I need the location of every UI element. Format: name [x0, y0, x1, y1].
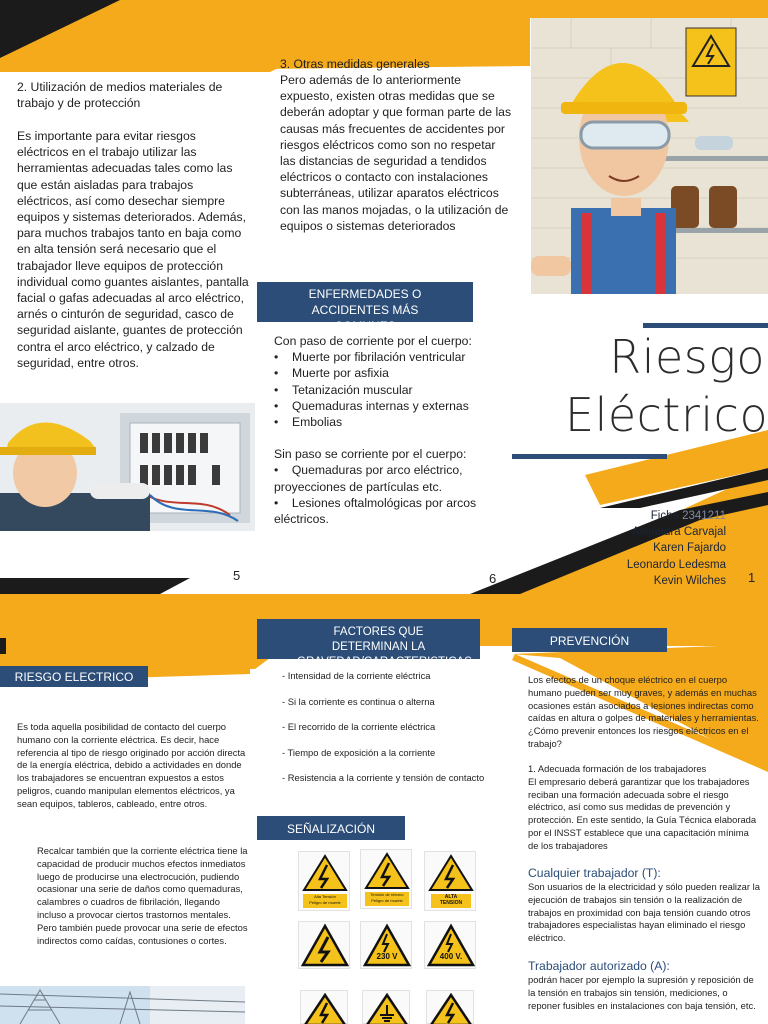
riesgo-electrico-title: RIESGO ELECTRICO — [0, 666, 148, 687]
cover-title — [565, 330, 768, 442]
prevencion-text: El empresario deberá garantizar que los trabajadores reciban una formación adecuada sobre el riesgo eléctrico, así como sus medidas de prevención y protección. En este sentido, la Guía Técnica elaborada por el INSST establece que una capacitación mínima de los trabajadores — [528, 775, 757, 851]
author-name: Karen Fajardo — [653, 542, 726, 555]
list-item: • Tetanización muscular — [274, 382, 514, 398]
warning-sign-return-voltage — [360, 849, 412, 909]
col1-paragraph: Es importante para evitar riesgos eléctricos en el trabajo utilizar las herramientas adecuadas tales como las que están aisladas para trabajos eléctricos, así como desechar siempre equipos y sistemas deteriorados. Además, para muchos trabajos tanto en baja como en alta tensión será necesario que el trabajador lleve equipos de protección individual como guantes aislantes, pantalla facial o gafas adecuadas al arco eléctrico, arnés o cinturón de seguridad, casco de seguridad aislante, guantes de protección contra el arco eléctrico, y calzado de seguridad, entre otros. — [17, 129, 249, 370]
warning-sign-ground — [362, 990, 410, 1024]
riesgo-paragraph-1: Es toda aquella posibilidad de contacto del cuerpo humano con la corriente eléctrica. Es decir, hace referencia al tipo de riesgo originado por acción directa de la energía eléctrica, debido a actividades en donde los trabajadores se encuentran expuestos a estos peligros, cuando manipulan elementos eléctricos, ya sean equipos, tableros, cableado, entre otros. — [17, 721, 246, 809]
trabajador-autorizado-text: podrán hacer por ejemplo la supresión y reposición de la tensión en trabajos sin tensión, mediciones, o reponer fusibles en instalaciones con baja tensión, etc. — [528, 974, 756, 1011]
con-paso-list — [274, 349, 514, 430]
enfermedades-list — [274, 333, 514, 527]
page-number-1: 1 — [748, 570, 756, 585]
power-lines-photo — [0, 986, 245, 1024]
warning-sign-400v — [424, 921, 476, 969]
list-item: - Si la corriente es continua o alterna — [282, 695, 435, 707]
prevencion-subheading: 1. Adecuada formación de los trabajadores — [528, 763, 707, 774]
enfermedades-title: ENFERMEDADES O ACCIDENTES MÁS COMUNES — [257, 282, 473, 322]
author-name: Alejandra Carvajal — [632, 526, 726, 539]
page-number-5: 5 — [233, 568, 241, 583]
electrician-panel-photo — [0, 403, 255, 531]
warning-sign-lightning-small — [300, 990, 348, 1024]
sign-voltage-label: 400 V. — [439, 952, 463, 961]
sign-caption: Alta Tensión Peligro de muerte — [309, 894, 341, 905]
list-item: • Muerte por fibrilación ventricular — [274, 349, 514, 365]
ficha-line: Ficha 2341211 — [650, 510, 726, 522]
senalizacion-title: SEÑALIZACIÓN — [257, 816, 405, 840]
trabajador-autorizado-title: Trabajador autorizado (A): — [528, 959, 670, 973]
warning-sign-high-voltage — [298, 851, 350, 911]
sin-paso-intro: Sin paso se corriente por el cuerpo: — [274, 447, 467, 462]
sin-paso-item-1: • Quemaduras por arco eléctrico, proyecciones de partículas etc. — [274, 463, 463, 494]
sign-voltage-label: 230 V — [376, 952, 398, 961]
cualquier-trabajador-title: Cualquier trabajador (T): — [528, 866, 661, 880]
list-item: • Muerte por asfixia — [274, 365, 514, 381]
factores-list — [282, 670, 512, 798]
warning-sign-lightning-small-2 — [426, 990, 474, 1024]
factores-title: FACTORES QUE DETERMINAN LA GRAVEDAD/CARACTERISTICAS — [257, 619, 480, 659]
cover-title-line1: Riesgo — [609, 330, 765, 384]
warning-sign-lightning — [298, 921, 350, 969]
prevencion-paragraph-2 — [528, 763, 760, 853]
col2-paragraph: Pero además de lo anteriormente expuesto, existen otras medidas que se deberán adoptar y que forman parte de las causas más frecuentes de accidentes por riesgos eléctricos como son no respetar las distancias de seguridad a tendidos eléctricos o contacto con instalaciones subterráneas, utilizar aparatos eléctricos con las manos mojadas, o la utilización de equipos o sistemas deteriorados — [280, 73, 512, 233]
author-name: Leonardo Ledesma — [626, 558, 726, 571]
page-number-6: 6 — [489, 571, 497, 586]
prevencion-paragraph-1: Los efectos de un choque eléctrico en el cuerpo humano pueden ser muy graves, y además en muchas ocasiones están asociados a lesiones indirectas como caídas en altura o golpes de materiales y herramientas. ¿Cómo prevenir entonces los riesgos eléctricos en el trabajo? — [528, 674, 759, 749]
author-name: Kevin Wilches — [653, 574, 726, 587]
warning-sign-alta-tension — [424, 851, 476, 911]
authors-block — [560, 508, 726, 589]
list-item: - Tiempo de exposición a la corriente — [282, 746, 436, 758]
list-item: - Intensidad de la corriente eléctrica — [282, 670, 431, 681]
sign-caption: Tensión de retorno Peligro de muerte — [370, 892, 404, 903]
list-item: - Resistencia a la corriente y tensión de contacto — [282, 772, 485, 783]
warning-sign-230v — [360, 921, 412, 969]
cualquier-trabajador-text: Son usuarios de la electricidad y sólo pueden realizar la ejecución de trabajos sin tensión o la realización de trabajos en proximidad con baja tensión cuando otros trabajadores especialistas hayan eliminado el riesgo eléctrico. — [528, 881, 760, 944]
col2-heading: 3. Otras medidas generales — [280, 57, 430, 71]
sign-caption: ALTA TENSION — [439, 894, 463, 906]
list-item: • Embolias — [274, 414, 514, 430]
prevencion-title: PREVENCIÓN — [512, 628, 667, 652]
sin-paso-item-2: • Lesiones oftalmológicas por arcos eléctricos. — [274, 495, 477, 527]
list-item: • Quemaduras internas y externas — [274, 398, 514, 414]
con-paso-intro: Con paso de corriente por el cuerpo: — [274, 334, 472, 348]
list-item: - El recorrido de la corriente eléctrica — [282, 721, 436, 732]
riesgo-paragraph-2: Recalcar también que la corriente eléctrica tiene la capacidad de producir muchos efectos inmediatos luego de producirse una electrocución, pudiendo ocasionar una serie de daños como quemaduras, calambres o cuadros de fibrilación, llegando incluso a provocar ciertos trastornos mentales. Pero también puede provocar una serie de efectos indirectos como caídas, contusiones o cortes. — [37, 845, 248, 946]
cover-title-line2: Eléctrico — [565, 388, 768, 442]
col1-heading: 2. Utilización de medios materiales de trabajo y de protección — [17, 80, 223, 111]
worker-illustration — [531, 18, 768, 294]
